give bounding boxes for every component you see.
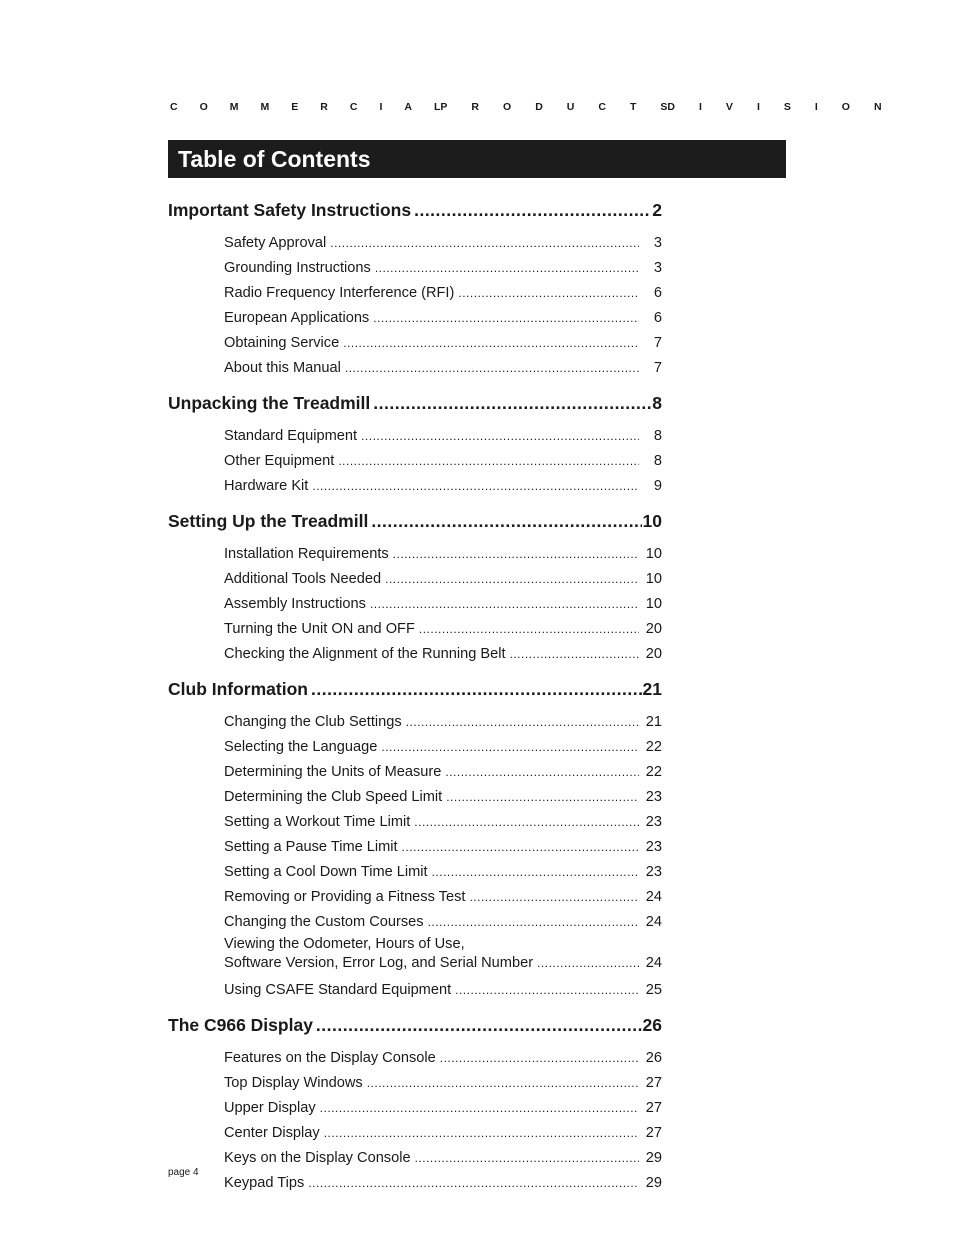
toc-section — [168, 511, 662, 667]
entry-title-continued: Software Version, Error Log, and Serial Number — [224, 955, 534, 971]
page-title: Table of Contents — [168, 140, 786, 178]
entry-page: 26 — [645, 1050, 662, 1066]
section-heading — [168, 511, 662, 537]
toc-entry — [224, 810, 662, 835]
entry-title: Keys on the Display Console — [224, 1150, 411, 1166]
table-of-contents — [168, 200, 662, 1208]
entry-page: 25 — [645, 982, 662, 998]
entry-title: Standard Equipment — [224, 428, 358, 444]
toc-entry — [224, 474, 662, 499]
toc-section — [168, 1015, 662, 1196]
dot-leader — [455, 978, 639, 1003]
section-title: Unpacking the Treadmill — [168, 393, 371, 413]
entry-page: 23 — [645, 864, 662, 880]
toc-entry — [224, 785, 662, 810]
entry-page: 7 — [653, 360, 662, 376]
dot-leader — [440, 1046, 639, 1071]
dot-leader — [373, 393, 651, 414]
entry-page: 20 — [645, 646, 662, 662]
toc-entry — [224, 1071, 662, 1096]
entry-title: Other Equipment — [224, 453, 335, 469]
toc-entry — [224, 885, 662, 910]
section-title: Setting Up the Treadmill — [168, 511, 369, 531]
dot-leader — [375, 256, 639, 281]
section-heading — [168, 679, 662, 705]
dot-leader — [373, 306, 639, 331]
entry-title: Checking the Alignment of the Running Belt — [224, 646, 506, 662]
toc-entry — [224, 281, 662, 306]
division-word-products: P R O D U C T S — [440, 101, 668, 113]
dot-leader — [367, 1071, 639, 1096]
entry-title: Viewing the Odometer, Hours of Use, — [224, 936, 465, 952]
toc-entry — [224, 617, 662, 642]
entry-title: Radio Frequency Interference (RFI) — [224, 285, 455, 301]
toc-entry — [224, 1171, 662, 1196]
entry-title: Top Display Windows — [224, 1075, 363, 1091]
division-word-commercial: C O M M E R C I A L — [170, 101, 441, 113]
entry-title: Installation Requirements — [224, 546, 389, 562]
toc-entry — [224, 1146, 662, 1171]
entry-page: 24 — [645, 955, 662, 971]
entry-title: European Applications — [224, 310, 370, 326]
entry-title: Determining the Club Speed Limit — [224, 789, 443, 805]
entry-title: Keypad Tips — [224, 1175, 305, 1191]
entry-page: 21 — [645, 714, 662, 730]
section-title: Club Information — [168, 679, 308, 699]
entry-page: 23 — [645, 814, 662, 830]
dot-leader — [343, 331, 639, 356]
dot-leader — [385, 567, 639, 592]
dot-leader — [446, 785, 639, 810]
toc-entry — [224, 567, 662, 592]
toc-section — [168, 679, 662, 1003]
entry-title: Grounding Instructions — [224, 260, 371, 276]
dot-leader — [320, 1096, 639, 1121]
entry-page: 8 — [653, 453, 662, 469]
section-title: The C966 Display — [168, 1015, 313, 1035]
dot-leader — [414, 810, 639, 835]
entry-title: Features on the Display Console — [224, 1050, 436, 1066]
toc-entry — [224, 331, 662, 356]
entry-page: 8 — [653, 428, 662, 444]
dot-leader — [308, 1171, 639, 1196]
entry-page: 10 — [645, 596, 662, 612]
dot-leader — [338, 449, 639, 474]
dot-leader — [312, 474, 639, 499]
entry-title: About this Manual — [224, 360, 341, 376]
entry-title: Setting a Pause Time Limit — [224, 839, 398, 855]
entry-page: 23 — [645, 789, 662, 805]
toc-section — [168, 200, 662, 381]
entry-line — [224, 954, 662, 978]
dot-leader — [406, 710, 639, 735]
dot-leader — [393, 542, 639, 567]
toc-entry — [224, 760, 662, 785]
section-page: 10 — [642, 511, 662, 531]
entry-title: Hardware Kit — [224, 478, 309, 494]
entry-page: 10 — [645, 571, 662, 587]
dot-leader — [311, 679, 642, 700]
entry-page: 22 — [645, 764, 662, 780]
entry-title: Selecting the Language — [224, 739, 378, 755]
toc-entry — [224, 449, 662, 474]
entry-title: Turning the Unit ON and OFF — [224, 621, 415, 637]
entry-page: 6 — [653, 310, 662, 326]
section-heading — [168, 200, 662, 226]
entry-page: 10 — [645, 546, 662, 562]
dot-leader — [458, 281, 639, 306]
dot-leader — [428, 910, 639, 935]
dot-leader — [371, 511, 641, 532]
toc-entry — [224, 978, 662, 1003]
entry-page: 27 — [645, 1075, 662, 1091]
entry-title: Determining the Units of Measure — [224, 764, 442, 780]
entry-title: Center Display — [224, 1125, 320, 1141]
dot-leader — [324, 1121, 639, 1146]
section-title: Important Safety Instructions — [168, 200, 412, 220]
dot-leader — [419, 617, 639, 642]
section-page: 2 — [652, 200, 662, 220]
entry-page: 27 — [645, 1100, 662, 1116]
dot-leader — [432, 860, 639, 885]
entry-page: 23 — [645, 839, 662, 855]
toc-entry — [224, 231, 662, 256]
entry-title: Changing the Custom Courses — [224, 914, 424, 930]
toc-entry — [224, 256, 662, 281]
dot-leader — [415, 1146, 639, 1171]
toc-entry — [224, 1046, 662, 1071]
entry-page: 3 — [653, 235, 662, 251]
dot-leader — [445, 760, 639, 785]
toc-entry — [224, 592, 662, 617]
dot-leader — [402, 835, 639, 860]
toc-entry — [224, 935, 662, 978]
entry-page: 3 — [653, 260, 662, 276]
entry-page: 29 — [645, 1150, 662, 1166]
entry-page: 29 — [645, 1175, 662, 1191]
toc-entry — [224, 642, 662, 667]
toc-entry — [224, 306, 662, 331]
entry-title: Changing the Club Settings — [224, 714, 402, 730]
entry-page: 24 — [645, 914, 662, 930]
dot-leader — [345, 356, 639, 381]
toc-entry — [224, 910, 662, 935]
toc-entry — [224, 1096, 662, 1121]
division-word-division: D I V I S I O N — [667, 101, 882, 113]
entry-page: 20 — [645, 621, 662, 637]
dot-leader — [469, 885, 639, 910]
toc-entry — [224, 542, 662, 567]
dot-leader — [414, 200, 651, 221]
entry-page: 24 — [645, 889, 662, 905]
dot-leader — [381, 735, 639, 760]
section-heading — [168, 393, 662, 419]
dot-leader — [537, 954, 639, 973]
toc-entry — [224, 356, 662, 381]
entry-title: Assembly Instructions — [224, 596, 366, 612]
entry-title: Additional Tools Needed — [224, 571, 382, 587]
section-page: 26 — [642, 1015, 662, 1035]
entry-title: Upper Display — [224, 1100, 316, 1116]
dot-leader — [370, 592, 639, 617]
toc-entry — [224, 735, 662, 760]
entry-title: Using CSAFE Standard Equipment — [224, 982, 452, 998]
toc-entry — [224, 860, 662, 885]
entry-title: Safety Approval — [224, 235, 327, 251]
entry-title: Obtaining Service — [224, 335, 340, 351]
dot-leader — [361, 424, 639, 449]
toc-section — [168, 393, 662, 499]
page-number: page 4 — [168, 1167, 199, 1178]
entry-page: 7 — [653, 335, 662, 351]
section-page: 8 — [652, 393, 662, 413]
dot-leader — [510, 642, 639, 667]
dot-leader — [316, 1015, 642, 1036]
entry-page: 6 — [653, 285, 662, 301]
entry-page: 22 — [645, 739, 662, 755]
section-heading — [168, 1015, 662, 1041]
toc-entry — [224, 1121, 662, 1146]
entry-page: 9 — [653, 478, 662, 494]
entry-title: Setting a Workout Time Limit — [224, 814, 411, 830]
toc-entry — [224, 424, 662, 449]
entry-page: 27 — [645, 1125, 662, 1141]
section-page: 21 — [642, 679, 662, 699]
division-header — [170, 101, 882, 113]
dot-leader — [330, 231, 639, 256]
toc-entry — [224, 835, 662, 860]
entry-title: Removing or Providing a Fitness Test — [224, 889, 466, 905]
entry-title: Setting a Cool Down Time Limit — [224, 864, 428, 880]
toc-entry — [224, 710, 662, 735]
